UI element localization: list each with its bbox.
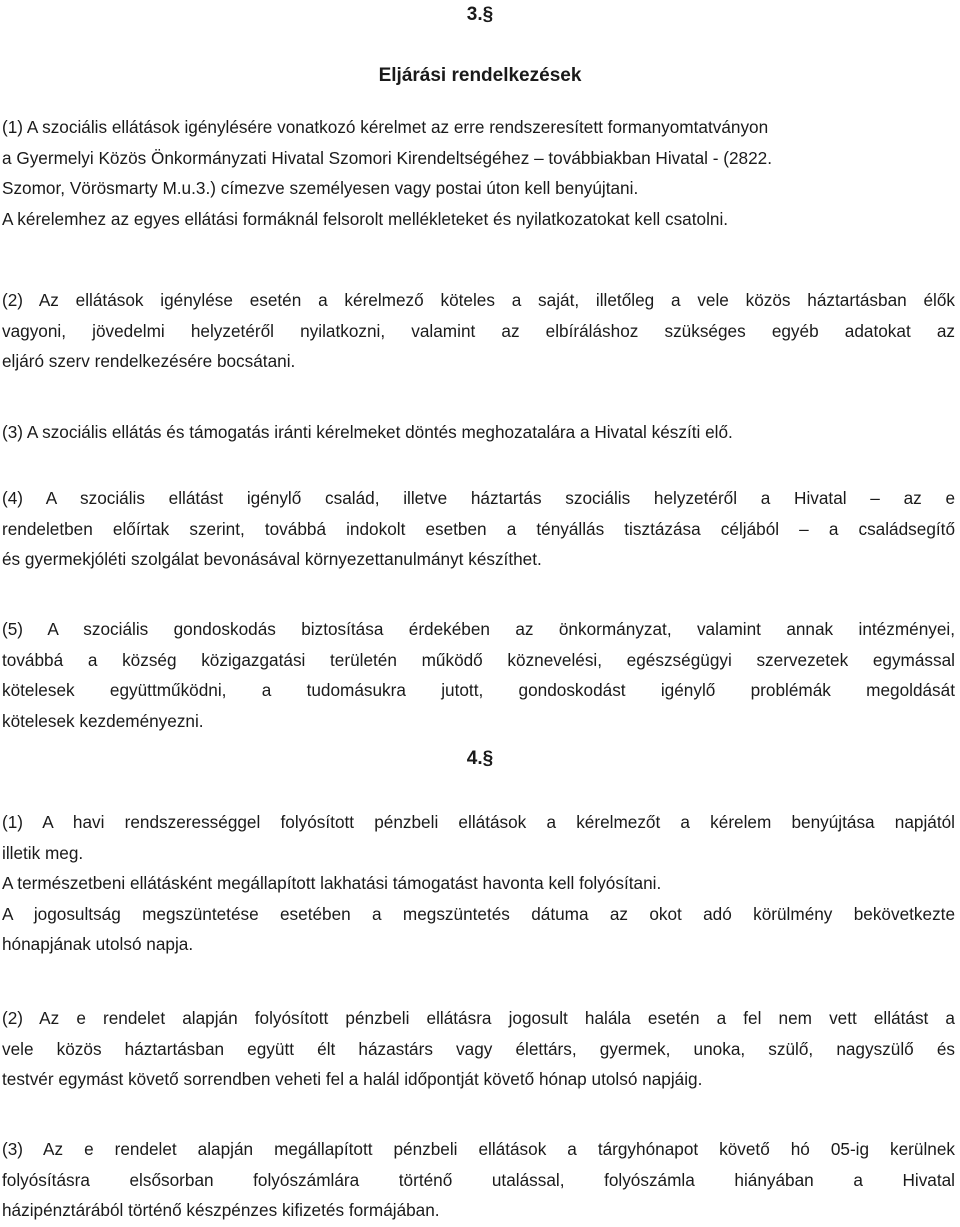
text-line: (3) A szociális ellátás és támogatás iránti kérelmeket döntés meghozatalára a Hivatal készíti elő. xyxy=(2,422,733,442)
section-number-3: 3.§ xyxy=(466,4,494,25)
section3-paragraph-5 xyxy=(2,614,955,736)
section4-paragraph-3 xyxy=(2,1134,955,1226)
text-line: hónapjának utolsó napja. xyxy=(2,934,194,954)
text-line: továbbá a község közigazgatási területén működő köznevelési, egészségügyi szervezetek egymással xyxy=(2,649,955,670)
text-line: A jogosultság megszüntetése esetében a megszüntetés dátuma az okot adó körülmény bekövetkezte xyxy=(2,903,955,924)
section-number-4: 4.§ xyxy=(466,748,494,769)
text-line: (3) Az e rendelet alapján megállapított pénzbeli ellátások a tárgyhónapot követő hó 05-ig kerülnek xyxy=(2,1139,955,1159)
text-line: eljáró szerv rendelkezésére bocsátani. xyxy=(2,351,296,371)
text-line: kötelesek együttműködni, a tudomásukra jutott, gondoskodást igénylő problémák megoldását xyxy=(2,680,955,700)
text-line: (2) Az e rendelet alapján folyósított pénzbeli ellátásra jogosult halála esetén a fel nem vett ellátást a xyxy=(2,1008,955,1028)
text-line: és gyermekjóléti szolgálat bevonásával környezettanulmányt készíthet. xyxy=(2,549,542,569)
section3-paragraph-3 xyxy=(2,417,955,448)
section3-paragraph-1 xyxy=(2,112,955,234)
section3-paragraph-2 xyxy=(2,285,955,377)
section4-paragraph-2 xyxy=(2,1003,955,1095)
text-line: vele közös háztartásban együtt élt házastárs vagy élettárs, gyermek, unoka, szülő, nagyszülő és xyxy=(2,1038,955,1059)
text-line: rendeletben előírtak szerint, továbbá indokolt esetben a tényállás tisztázása céljából – a családsegítő xyxy=(2,518,955,539)
text-line: illetik meg. xyxy=(2,842,84,863)
text-line: (5) A szociális gondoskodás biztosítása érdekében az önkormányzat, valamint annak intézményei, xyxy=(2,619,955,639)
text-line: A kérelemhez az egyes ellátási formáknál felsorolt mellékleteket és nyilatkozatokat kell csatolni. xyxy=(2,208,729,229)
text-line: (4) A szociális ellátást igénylő család, illetve háztartás szociális helyzetéről a Hivatal – az e xyxy=(2,488,955,508)
section-title: Eljárási rendelkezések xyxy=(378,65,582,86)
text-line: házipénztárából történő készpénzes kifizetés formájában. xyxy=(2,1200,440,1220)
text-line: kötelesek kezdeményezni. xyxy=(2,710,204,731)
section4-paragraph-1 xyxy=(2,807,955,960)
text-line: A természetbeni ellátásként megállapított lakhatási támogatást havonta kell folyósítani. xyxy=(2,873,662,893)
text-line: (2) Az ellátások igénylése esetén a kérelmező köteles a saját, illetőleg a vele közös háztartásban élők xyxy=(2,290,955,310)
section3-paragraph-4 xyxy=(2,483,955,575)
text-line: folyósításra elsősorban folyószámlára történő utalással, folyószámla hiányában a Hivatal xyxy=(2,1169,955,1190)
text-line: a Gyermelyi Közös Önkormányzati Hivatal Szomori Kirendeltségéhez – továbbiakban Hivatal - (2822. xyxy=(2,147,772,168)
text-line: Szomor, Vörösmarty M.u.3.) címezve személyesen vagy postai úton kell benyújtani. xyxy=(2,178,639,198)
text-line: testvér egymást követő sorrendben veheti fel a halál időpontját követő hónap utolsó napjáig. xyxy=(2,1069,703,1089)
text-line: vagyoni, jövedelmi helyzetéről nyilatkozni, valamint az elbíráláshoz szükséges egyéb adatokat az xyxy=(2,320,955,341)
text-line: (1) A szociális ellátások igénylésére vonatkozó kérelmet az erre rendszeresített formanyomtatványon xyxy=(2,117,769,137)
text-line: (1) A havi rendszerességgel folyósított pénzbeli ellátások a kérelmezőt a kérelem benyújtása napjától xyxy=(2,812,955,832)
